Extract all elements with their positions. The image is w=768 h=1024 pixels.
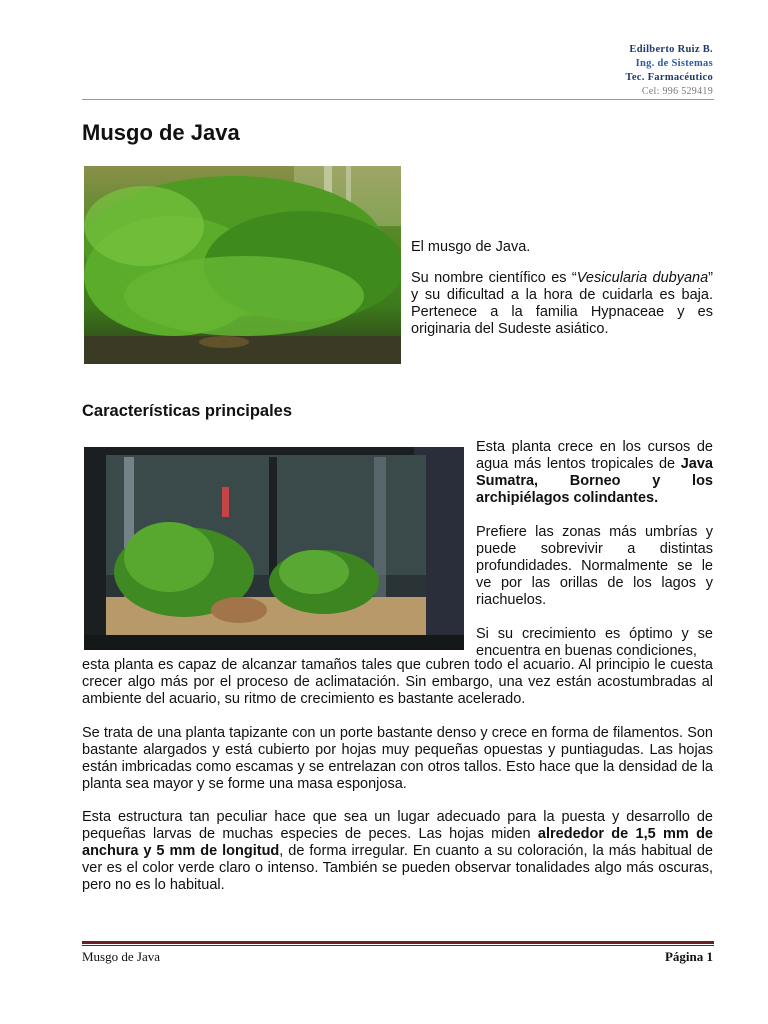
footer-divider-thin xyxy=(82,945,714,946)
page-title: Musgo de Java xyxy=(82,120,240,145)
structure-paragraph: Se trata de una planta tapizante con un porte bastante denso y crece en forma de filamentos. Son bastante alargados y está cubierto por hojas muy pequeñas opuestas y puntiagudas. Las hojas están imbricadas como escamas y se entrelazan con otros tallos. Esto hace que la densidad de la planta sea mayor y se forme una masa esponjosa. xyxy=(82,725,713,792)
habitat-paragraph xyxy=(476,439,713,507)
habitat-regions: Java Sumatra, Borneo y los archipiélagos colindantes. xyxy=(476,456,713,506)
aquarium-photo xyxy=(84,447,464,650)
intro-line: El musgo de Java. xyxy=(411,239,531,255)
footer-divider-thick xyxy=(82,941,714,944)
author-role-systems: Ing. de Sistemas xyxy=(635,58,713,69)
author-header xyxy=(625,43,713,99)
close-quote: ” xyxy=(708,270,713,286)
growth-paragraph-continued: esta planta es capaz de alcanzar tamaños tales que cubren todo el acuario. Al principio le cuesta crecer algo más por el proceso de aclimatación. Sin embargo, una vez están acostumbradas al ambiente del acuario, su ritmo de crecimiento es bastante acelerado. xyxy=(82,657,713,707)
habitat-text: Esta planta crece en los cursos de agua más lentos tropicales de xyxy=(476,439,713,472)
author-name: Edilberto Ruiz B. xyxy=(629,44,713,55)
author-role-pharma: Tec. Farmacéutico xyxy=(625,72,713,83)
intro-text xyxy=(411,239,713,338)
intro-text-b: y su dificultad a la hora de cuidarla es baja. Pertenece a la familia Hypnaceae y es originaria del Sudeste asiático. xyxy=(411,287,713,337)
moss-closeup-illustration xyxy=(84,166,401,364)
open-quote: “ xyxy=(571,270,577,286)
header-divider xyxy=(82,99,714,100)
aquarium-illustration xyxy=(84,447,464,650)
section-heading: Características principales xyxy=(82,402,293,420)
java-moss-photo xyxy=(84,166,401,364)
intro-paragraph xyxy=(411,270,713,338)
scientific-name: Vesicularia dubyana xyxy=(576,270,709,286)
features-right-column xyxy=(476,439,713,660)
footer-document-title: Musgo de Java xyxy=(82,949,160,964)
author-phone: Cel: 996 529419 xyxy=(641,86,713,97)
leaves-text-b: , de forma irregular. En cuanto a su coloración, la más habitual de ver es el color verde claro o intenso. También se pueden observar tonalidades algo más oscuras, pero no es lo habitual. xyxy=(82,843,713,893)
leaf-dimensions: alrededor de 1,5 mm de anchura y 5 mm de longitud xyxy=(82,826,713,859)
footer-page-number: Página 1 xyxy=(664,949,713,964)
leaves-text-a: Esta estructura tan peculiar hace que sea un lugar adecuado para la puesta y desarrollo de pequeñas larvas de muchas especies de peces. Las hojas miden xyxy=(82,809,713,842)
shade-paragraph: Prefiere las zonas más umbrías y puede sobrevivir a distintas profundidades. Normalmente se le ve por las orillas de los lagos y riachuelos. xyxy=(476,524,713,608)
intro-text-a: Su nombre científico es xyxy=(411,270,572,286)
leaves-paragraph xyxy=(82,809,713,894)
growth-paragraph-start: Si su crecimiento es óptimo y se encuentra en buenas condiciones, xyxy=(476,626,713,659)
